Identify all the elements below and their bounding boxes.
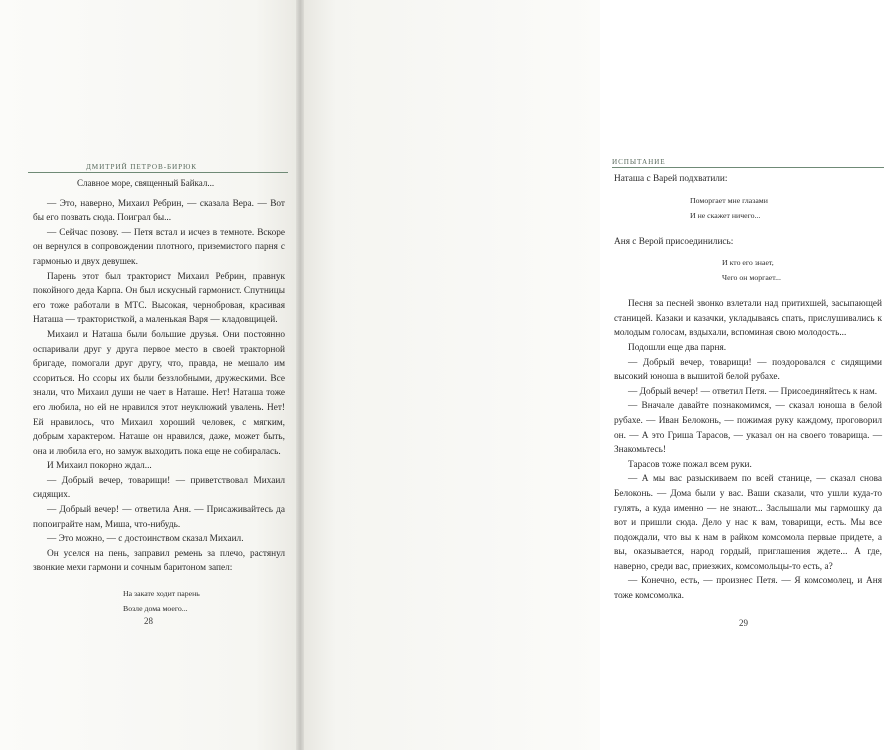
verse-line: Поморгает мне глазами xyxy=(690,195,768,205)
paragraph: — Добрый вечер, товарищи! — поздоровался с сидящими высокий юноша в вышитой белой рубахе. xyxy=(614,357,882,383)
paragraph: Тарасов тоже пожал всем руки. xyxy=(628,459,752,470)
paragraph: Подошли еще два парня. xyxy=(628,342,727,353)
paragraph: — Конечно, есть, — произнес Петя. — Я комсомолец, и Аня тоже комсомолка. xyxy=(614,576,882,602)
running-header-left: ДМИТРИЙ ПЕТРОВ-БИРЮК xyxy=(86,163,197,171)
book-gutter xyxy=(296,0,304,750)
verse-line: Возле дома моего... xyxy=(123,604,188,614)
song-verse xyxy=(33,586,285,616)
paragraph: Аня с Верой присоединились: xyxy=(614,236,734,247)
verse-line: Чего он моргает... xyxy=(722,273,781,283)
running-header-right: ИСПЫТАНИЕ xyxy=(612,158,666,166)
paragraph: — Добрый вечер, товарищи! — приветствовал Михаил сидящих. xyxy=(33,475,285,501)
paragraph: Парень этот был тракторист Михаил Ребрин, правнук покойного деда Карпа. Он был искусный гармонист. Спутницы его тоже работали в МТС. Высокая, чернобровая, красивая Наташа — трактористкой, а маленькая Варя — кладовщицей. xyxy=(33,271,285,326)
left-page xyxy=(0,0,300,750)
verse-line: И не скажет ничего... xyxy=(690,210,761,220)
page-number-left: 28 xyxy=(144,616,153,626)
paragraph: Песня за песней звонко взлетали над притихшей, засыпающей станицей. Казаки и казачки, укладываясь спать, прислушивались к молодым голосам, вздыхали, вспоминая свою молодость... xyxy=(614,299,882,339)
right-page xyxy=(300,0,882,750)
song-line: Славное море, священный Байкал... xyxy=(77,178,215,188)
paragraph: — Это можно, — с достоинством сказал Михаил. xyxy=(47,534,244,545)
page-number-right: 29 xyxy=(739,618,748,628)
paragraph: Михаил и Наташа были большие друзья. Они постоянно оспаривали друг у друга первое место в своей тракторной бригаде, помогали друг другу, что, правда, не мешало им ссориться. Но ссоры их были беззлобными, дружескими. Все знали, что Михаил души не чает в Наташе. Нет! Наташа тоже его любила, но ей не нравился этот неуклюжий увалень. Нет! Ей нравилось, что Михаил хороший человек, с мягким, добрым характером. Наташе он нравился, даже, может быть, она и любила его, но замуж выходить пока еще не собиралась. xyxy=(33,329,285,457)
verse-line: И кто его знает, xyxy=(722,258,774,268)
paragraph: — А мы вас разыскиваем по всей станице, — сказал снова Белоконь. — Дома были у вас. Ваши сказали, что ушли куда-то гулять, а куда именно — не знают... Заслышали мы гармошку да вот и пришли сюда. Дело у нас к вам, товарищи, есть. Мы все подождали, что вы к нам в райком комсомола первые придете, а вы, оказывается, народ гордый, приглашения ждете... А где, наверно, среди вас, приезжих, комсомольцы-то есть, а? xyxy=(614,474,882,572)
header-rule-right xyxy=(612,167,884,168)
right-page-text xyxy=(614,172,882,604)
paragraph: — Это, наверно, Михаил Ребрин, — сказала Вера. — Вот бы его позвать сюда. Поиграл бы... xyxy=(33,198,285,224)
paragraph: Он уселся на пень, заправил ремень за плечо, растянул звонкие мехи гармони и сочным баритоном запел: xyxy=(33,548,285,574)
paragraph: — Сейчас позову. — Петя встал и исчез в темноте. Вскоре он вернулся в сопровождении плотного, приземистого парня с гармонью и двух девушек. xyxy=(33,227,285,267)
song-verse xyxy=(614,255,882,285)
paragraph: — Вначале давайте познакомимся, — сказал юноша в белой рубахе. — Иван Белоконь, — пожимая руку каждому, проговорил он. — А это Гриша Тарасов, — указал он на своего товарища. — Знакомьтесь! xyxy=(614,401,882,456)
paragraph: — Добрый вечер! — ответил Петя. — Присоединяйтесь к нам. xyxy=(628,386,878,397)
song-verse xyxy=(614,193,882,223)
paragraph: Наташа с Варей подхватили: xyxy=(614,174,728,184)
paragraph: И Михаил покорно ждал... xyxy=(47,461,152,472)
left-page-text xyxy=(33,176,285,622)
verse-line: На закате ходит парень xyxy=(123,589,200,599)
header-rule-left xyxy=(28,172,288,173)
paragraph: — Добрый вечер! — ответила Аня. — Присаживайтесь да попоиграйте нам, Миша, что-нибудь. xyxy=(33,505,285,530)
